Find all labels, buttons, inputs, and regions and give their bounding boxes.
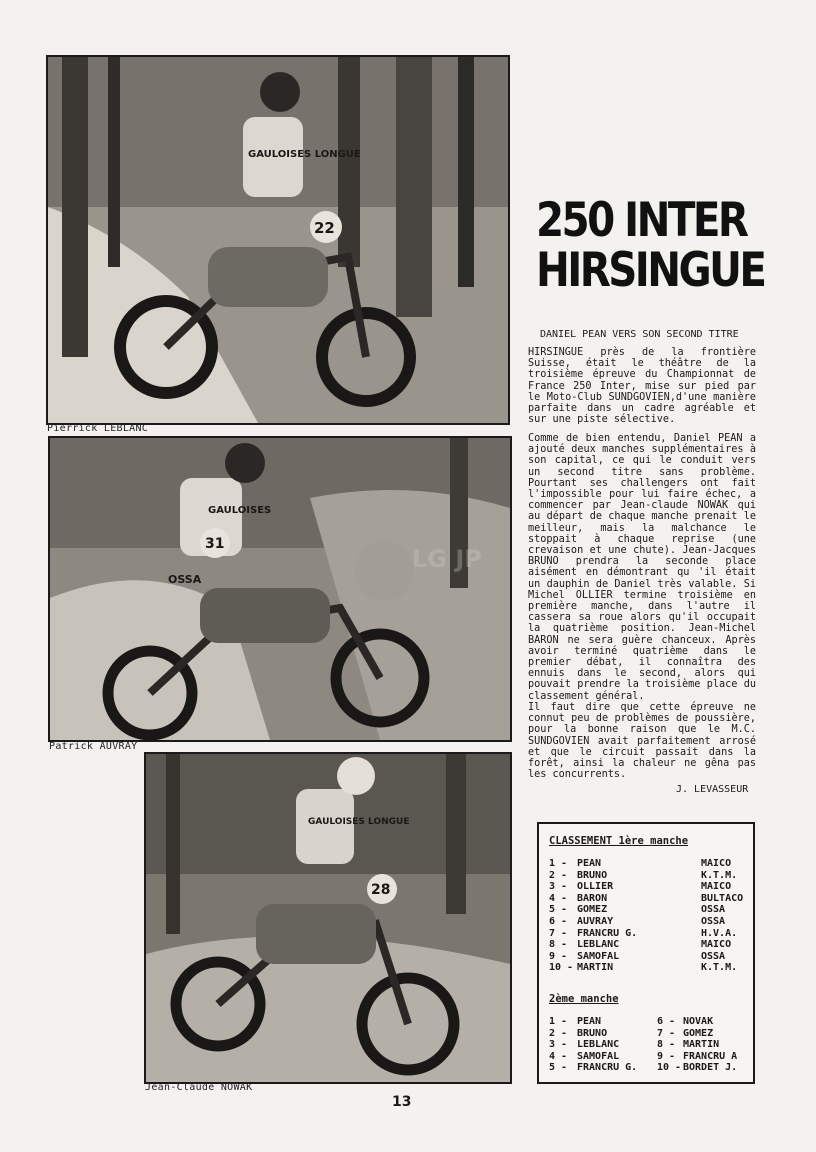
rider-name: OLLIER [577, 881, 614, 893]
photo1-sponsor-text: GAULOISES LONGUE [248, 149, 361, 160]
brand: H.V.A. [701, 927, 738, 939]
brand: K.T.M. [701, 962, 738, 974]
rider-name: BRUNO [577, 1027, 608, 1039]
rider-name: NOVAK [683, 1016, 714, 1027]
watermark-text: LG JP [412, 545, 482, 573]
position: 4 - [549, 1050, 568, 1062]
results-title-race1: CLASSEMENT 1ère manche [549, 835, 689, 847]
rider-name: LEBLANC [577, 1039, 620, 1051]
position: 5 - [549, 1062, 568, 1074]
position: 6 - [549, 915, 568, 927]
position: 7 - [657, 1027, 676, 1039]
position: 7 - [549, 927, 568, 939]
rider-name: PEAN [577, 858, 602, 869]
position: 10 - [657, 1062, 682, 1074]
brand: BULTACO [701, 892, 744, 904]
rider-name: SAMOFAL [577, 1050, 620, 1062]
position: 2 - [549, 869, 568, 881]
position: 9 - [657, 1050, 676, 1062]
position: 8 - [549, 939, 568, 951]
position: 6 - [657, 1016, 676, 1027]
article-paragraph-3: Il faut dire que cette épreuve ne connut peu de problèmes de poussière, pour la bonne raison que le M.C. SUNDGOVIEN avait parfaitement arrosé et que le circuit passait dans la forêt, ainsi la chaleur ne gêna pas les concurrents. [528, 702, 756, 781]
table-row [549, 904, 749, 916]
brand: K.T.M. [701, 869, 738, 881]
table-row [549, 1051, 749, 1063]
rider-name: MARTIN [577, 962, 614, 974]
table-row [549, 962, 749, 974]
rider-name: MARTIN [683, 1039, 720, 1051]
article-subtitle: DANIEL PEAN VERS SON SECOND TITRE [540, 329, 739, 340]
position: 9 - [549, 950, 568, 962]
position: 8 - [657, 1039, 676, 1051]
rider-name: PEAN [577, 1016, 602, 1027]
results-list-race1 [549, 858, 749, 974]
caption-photo1: Pierrick LEBLANC [47, 423, 149, 434]
page-number: 13 [392, 1094, 412, 1110]
position: 2 - [549, 1027, 568, 1039]
table-row [549, 870, 749, 882]
table-row [549, 939, 749, 951]
rider-name: LEBLANC [577, 939, 620, 951]
headline-line2: HIRSINGUE [536, 243, 765, 298]
brand: OSSA [701, 904, 726, 916]
results-list-race2 [549, 1016, 749, 1074]
photo2-sponsor-text: GAULOISES [208, 505, 272, 516]
photo-jean-claude-nowak [144, 752, 512, 1084]
table-row [549, 951, 749, 963]
table-row [549, 916, 749, 928]
watermark-logo [350, 533, 482, 609]
rider-name: AUVRAY [577, 915, 614, 927]
photo-pierrick-leblanc [46, 55, 510, 425]
photo2-tank-text: OSSA [168, 573, 202, 586]
rider-name: BARON [577, 892, 608, 904]
article-paragraph-1: HIRSINGUE près de la frontière Suisse, était le théâtre de la troisième épreuve du Championnat de France 250 Inter, mise sur pied par le Moto-Club SUNDGOVIEN,d'une manière parfaite dans un cadre agréable et sur une piste sélective. [528, 347, 756, 426]
position: 3 - [549, 1039, 568, 1051]
rider-name: SAMOFAL [577, 950, 620, 962]
article-headline [536, 193, 765, 298]
brand: OSSA [701, 915, 726, 927]
table-row [549, 1028, 749, 1040]
table-row [549, 893, 749, 905]
rider-name: FRANCRU G. [577, 927, 638, 939]
rider-name: BORDET J. [683, 1062, 738, 1074]
brand: MAICO [701, 939, 732, 951]
rider-name: BRUNO [577, 869, 608, 881]
rider-name: GOMEZ [577, 904, 608, 916]
position: 1 - [549, 858, 568, 869]
brand: MAICO [701, 881, 732, 893]
photo2-number-plate: 31 [205, 536, 225, 552]
brand: MAICO [701, 858, 732, 869]
table-row [549, 881, 749, 893]
results-title-race2: 2ème manche [549, 993, 619, 1005]
article-author: J. LEVASSEUR [676, 784, 749, 795]
rider-name: FRANCRU A [683, 1050, 738, 1062]
caption-photo3: Jean-Claude NOWAK [145, 1082, 253, 1093]
table-row [549, 1062, 749, 1074]
results-box [537, 822, 755, 1084]
position: 10 - [549, 962, 574, 974]
position: 5 - [549, 904, 568, 916]
table-row [549, 1016, 749, 1028]
headline-line1: 250 INTER [536, 193, 747, 248]
position: 4 - [549, 892, 568, 904]
table-row [549, 858, 749, 870]
photo3-sponsor-text: GAULOISES LONGUE [308, 817, 410, 827]
table-row [549, 928, 749, 940]
position: 3 - [549, 881, 568, 893]
brand: OSSA [701, 950, 726, 962]
photo1-number-plate: 22 [314, 219, 335, 237]
caption-photo2: Patrick AUVRAY [49, 741, 138, 752]
position: 1 - [549, 1016, 568, 1027]
photo3-number-plate: 28 [371, 882, 391, 898]
rider-name: GOMEZ [683, 1027, 714, 1039]
table-row [549, 1039, 749, 1051]
article-paragraph-2: Comme de bien entendu, Daniel PEAN a ajouté deux manches supplémentaires à son capital, ce qui le conduit vers un second titre sans problème. Pourtant ses challengers ont fait l'impossible pour lui faire échec, a commencer par Jean-claude NOWAK qui au départ de chaque manche prenait le meilleur, mais la malchance le stoppait à chaque reprise (une crevaison et une chute). Jean-Jacques BRUNO prendra la seconde place aisément en démontrant qu 'il était un dauphin de Daniel très valable. Si Michel OLLIER termine troisième en première manche, dans l'autre il cassera sa roue alors qu'il occupait la quatrième position. Jean-Michel BARON ne sera guère chanceux. Après avoir terminé quatrième dans le premier débat, il connaîtra des ennuis dans le second, alors qui pouvait prendre la troisième place du classement général. [528, 433, 756, 702]
rider-name: FRANCRU G. [577, 1062, 638, 1074]
